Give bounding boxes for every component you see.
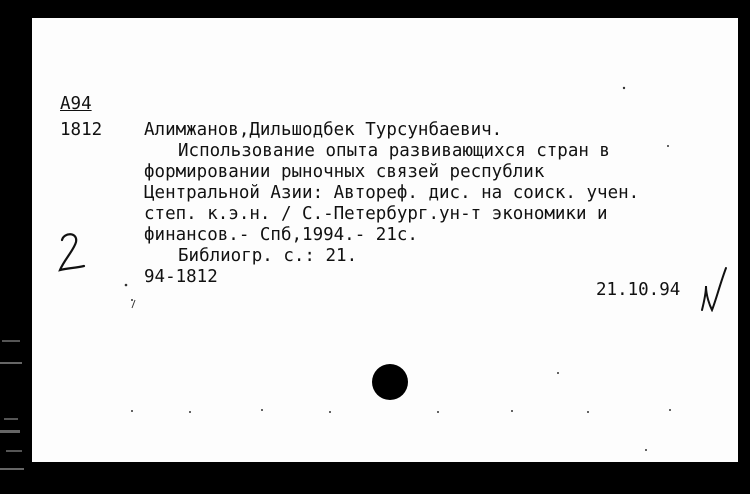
shelfmark-line-2: 1812	[60, 120, 103, 140]
author-line: Алимжанов,Дильшодбек Турсунбаевич.	[144, 120, 503, 140]
scan-edge-marks	[0, 300, 30, 480]
title-line-3: Центральной Азии: Автореф. дис. на соиск. учен.	[144, 183, 640, 203]
title-line-4: степ. к.э.н. / С.-Петербург.ун-т экономики и	[144, 204, 608, 224]
handwritten-number-mark	[54, 230, 90, 278]
date-stamp: 21.10.94	[596, 280, 681, 300]
title-line-1: Использование опыта развивающихся стран в	[178, 141, 610, 161]
handwritten-signature	[698, 266, 730, 312]
shelfmark-line-1: А94	[60, 94, 92, 114]
library-catalog-card	[32, 18, 738, 462]
title-line-2: формировании рыночных связей республик	[144, 162, 545, 182]
card-punch-hole	[372, 364, 408, 400]
inventory-number: 94-1812	[144, 267, 218, 287]
bibliography-note: Библиогр. с.: 21.	[178, 246, 358, 266]
publication-line: финансов.- Спб,1994.- 21с.	[144, 225, 418, 245]
